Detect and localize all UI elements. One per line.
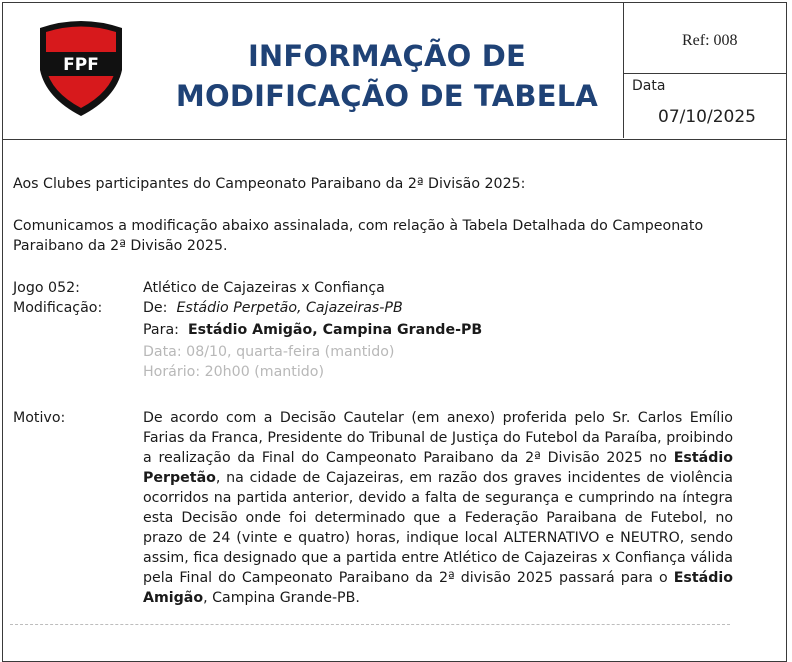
jogo-label: Jogo 052: — [13, 280, 80, 296]
data-line: Data: 08/10, quarta-feira (mantido) — [143, 344, 395, 360]
intro-line-1: Comunicamos a modificação abaixo assinalada, com relação à Tabela Detalhada do Campeonato — [13, 218, 704, 234]
motivo-part-2: , na cidade de Cajazeiras, em razão dos graves incidentes de violência ocorridos na partida anterior, devido a falta de segurança e cumprindo na íntegra esta Decisão onde foi determinado que a Federação Paraibana de Futebol, no prazo de 24 (vinte e quatro) horas, indique local ALTERNATIVO e NEUTRO, sendo assim, fica designado que a partida entre Atlético de Cajazeiras x Confiança válida pela Final do Campeonato Paraibano da 2ª divisão 2025 passará para o — [143, 470, 733, 586]
de-prefix: De: — [143, 300, 168, 316]
date-value: 07/10/2025 — [658, 107, 756, 127]
de-value: Estádio Perpetão, Cajazeiras-PB — [176, 300, 403, 316]
ref-number: Ref: 008 — [682, 32, 738, 49]
document-header — [2, 2, 787, 140]
intro-line-2: Paraibano da 2ª Divisão 2025. — [13, 238, 228, 254]
para-prefix: Para: — [143, 322, 179, 338]
greeting-text: Aos Clubes participantes do Campeonato Paraibano da 2ª Divisão 2025: — [13, 176, 526, 192]
motivo-part-3: , Campina Grande-PB. — [203, 590, 360, 606]
modificacao-label: Modificação: — [13, 300, 103, 316]
motivo-part-1: De acordo com a Decisão Cautelar (em anexo) proferida pelo Sr. Carlos Emílio Farias da Franca, Presidente do Tribunal de Justiça do Futebol da Paraíba, proibindo a realização da Final do Campeonato Paraibano da 2ª Divisão 2025 no — [143, 410, 733, 466]
horario-line: Horário: 20h00 (mantido) — [143, 364, 324, 380]
para-value: Estádio Amigão, Campina Grande-PB — [187, 322, 483, 338]
title-line-2: MODIFICAÇÃO DE TABELA — [175, 79, 599, 113]
dashed-separator — [10, 624, 730, 625]
jogo-value: Atlético de Cajazeiras x Confiança — [143, 280, 385, 296]
title-line-1: INFORMAÇÃO DE — [247, 39, 527, 73]
ref-box — [623, 2, 787, 74]
motivo-bold-perpetao: Estádio Perpetão — [143, 450, 733, 486]
motivo-label: Motivo: — [13, 410, 66, 426]
document-title — [152, 36, 622, 116]
de-line — [143, 298, 403, 318]
motivo-bold-amigao: Estádio Amigão — [143, 570, 733, 606]
para-line — [143, 320, 482, 340]
date-box — [623, 74, 787, 138]
logo-text: FPF — [63, 55, 99, 75]
motivo-paragraph — [143, 408, 733, 608]
fpf-shield-logo — [36, 18, 126, 118]
date-label: Data — [632, 78, 666, 94]
